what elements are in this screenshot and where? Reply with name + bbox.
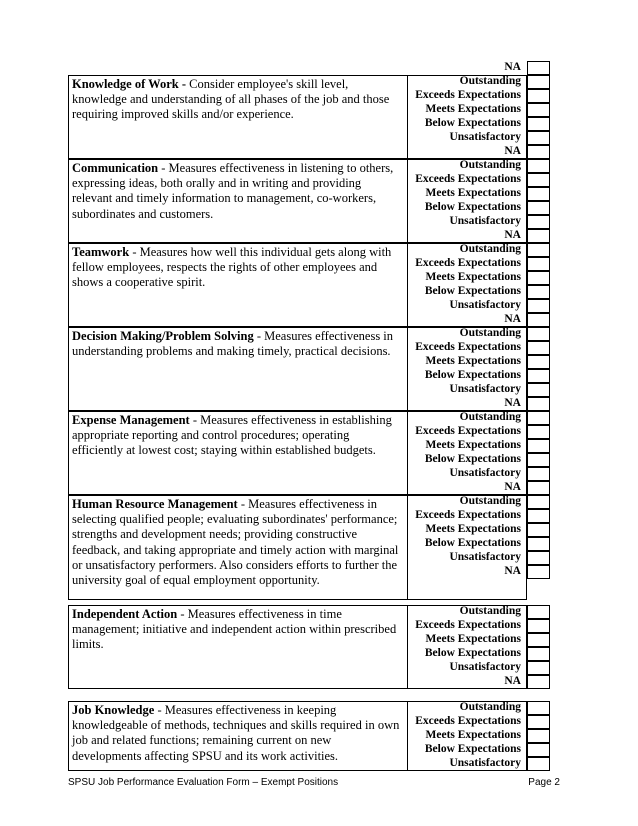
rating-checkbox[interactable] [527,341,550,355]
rating-checkbox[interactable] [527,425,550,439]
criterion-title: Decision Making/Problem Solving [72,329,254,343]
rating-checkbox[interactable] [527,633,550,647]
rating-checkbox[interactable] [527,271,550,285]
rating-label: Outstanding [459,243,521,255]
rating-label: Meets Expectations [425,633,521,645]
rating-checkbox[interactable] [527,159,550,173]
rating-checkbox[interactable] [527,215,550,229]
rating-checkbox[interactable] [527,619,550,633]
rating-checkbox[interactable] [527,495,550,509]
rating-checkbox[interactable] [527,757,550,771]
criterion-text: - Measures effectiveness in selecting qualified people; evaluating subordinates' performance; strengths and development needs; providing constructive feedback, and taking appropriate and timely action with marginal or unsatisfactory performers. Also considers efforts to further the university goal of equal employment opportunity. [72,497,399,588]
rating-label: Outstanding [459,701,521,713]
rating-label: NA [504,397,521,409]
rating-section [68,75,550,159]
rating-checkbox[interactable] [527,257,550,271]
rating-checkbox[interactable] [527,509,550,523]
criterion-title: Job Knowledge [72,703,155,717]
rating-checkbox[interactable] [527,565,550,579]
rating-checkbox[interactable] [527,439,550,453]
rating-section [68,411,550,495]
criterion-title: Independent Action [72,607,178,621]
rating-checkbox[interactable] [527,523,550,537]
rating-label: Outstanding [459,411,521,423]
rating-checkbox[interactable] [527,411,550,425]
rating-checkbox[interactable] [527,551,550,565]
rating-label: Outstanding [459,605,521,617]
rating-label: Exceeds Expectations [415,89,521,101]
footer-page-number: Page 2 [528,777,560,788]
rating-label: NA [504,675,521,687]
rating-checkbox[interactable] [527,285,550,299]
rating-checkbox[interactable] [527,383,550,397]
rating-checkbox[interactable] [527,715,550,729]
rating-checkbox[interactable] [527,729,550,743]
rating-checkbox[interactable] [527,117,550,131]
criterion-title: Expense Management [72,413,190,427]
rating-section [68,701,550,771]
rating-label: Exceeds Expectations [415,341,521,353]
rating-label: Below Expectations [424,117,521,129]
rating-checkbox[interactable] [527,369,550,383]
rating-checkbox[interactable] [527,201,550,215]
rating-checkbox[interactable] [527,675,550,689]
criterion-text: Consider employee's skill level, knowledge and understanding of all phases of the job and those requiring improved skills and/or experience. [72,77,390,122]
rating-checkbox[interactable] [527,701,550,715]
rating-checkbox[interactable] [527,103,550,117]
rating-checkbox[interactable] [527,397,550,411]
rating-label: Outstanding [459,75,521,87]
rating-label: Below Expectations [424,537,521,549]
rating-checkbox[interactable] [527,453,550,467]
rating-label: NA [504,145,521,157]
rating-checkbox[interactable] [527,173,550,187]
rating-label: Unsatisfactory [449,299,521,311]
rating-checkbox[interactable] [527,537,550,551]
rating-checkbox[interactable] [527,89,550,103]
rating-checkbox[interactable] [527,313,550,327]
rating-label: Meets Expectations [425,187,521,199]
rating-checkbox[interactable] [527,605,550,619]
rating-label: NA [504,229,521,241]
rating-label: Unsatisfactory [449,661,521,673]
top-na-checkbox[interactable] [527,61,550,75]
rating-label: Below Expectations [424,369,521,381]
criterion-title: Teamwork [72,245,130,259]
top-na-label: NA [504,61,521,73]
rating-label: Below Expectations [424,647,521,659]
criterion-text: - Measures effectiveness in establishing appropriate reporting and control procedures; operating efficiently at lowest cost; staying within established budgets. [72,413,392,458]
rating-label: Unsatisfactory [449,131,521,143]
rating-checkbox[interactable] [527,647,550,661]
rating-checkbox[interactable] [527,743,550,757]
rating-label: Exceeds Expectations [415,425,521,437]
rating-label: Unsatisfactory [449,551,521,563]
rating-label: Outstanding [459,159,521,171]
rating-label: NA [504,565,521,577]
criterion-text: - Measures effectiveness in time management; initiative and independent action within prescribed limits. [72,607,397,652]
criterion-text: - Measures effectiveness in keeping knowledgeable of methods, techniques and skills required in own job and related functions; remaining current on new developments affecting SPSU and its work activities. [72,703,400,763]
rating-label: Meets Expectations [425,355,521,367]
rating-checkbox[interactable] [527,131,550,145]
rating-label: Meets Expectations [425,523,521,535]
rating-checkbox[interactable] [527,355,550,369]
rating-section [68,495,550,600]
rating-label: Exceeds Expectations [415,619,521,631]
rating-label: Exceeds Expectations [415,715,521,727]
rating-label: Exceeds Expectations [415,509,521,521]
rating-label: Meets Expectations [425,439,521,451]
rating-checkbox[interactable] [527,467,550,481]
rating-label: Outstanding [459,327,521,339]
rating-label: Outstanding [459,495,521,507]
rating-label: NA [504,313,521,325]
rating-label: Below Expectations [424,201,521,213]
criterion-text: - Measures effectiveness in understanding problems and making timely, practical decisions. [72,329,394,359]
rating-label: Meets Expectations [425,729,521,741]
rating-label: Unsatisfactory [449,757,521,769]
rating-label: Below Expectations [424,453,521,465]
rating-section [68,605,550,689]
rating-label: Below Expectations [424,285,521,297]
rating-label: Unsatisfactory [449,383,521,395]
criterion-title: Knowledge of Work - [72,77,190,91]
rating-label: Below Expectations [424,743,521,755]
rating-label: Meets Expectations [425,271,521,283]
rating-checkbox[interactable] [527,299,550,313]
criterion-text: - Measures effectiveness in listening to others, expressing ideas, both orally and in writing and providing relevant and timely information to management, co-workers, subordinates and customers. [72,161,394,221]
rating-checkbox[interactable] [527,327,550,341]
rating-section [68,159,550,243]
rating-label: Meets Expectations [425,103,521,115]
rating-checkbox[interactable] [527,187,550,201]
criterion-text: - Measures how well this individual gets along with fellow employees, respects the rights of other employees and shows a cooperative spirit. [72,245,392,290]
rating-section [68,327,550,411]
rating-label: Unsatisfactory [449,467,521,479]
rating-checkbox[interactable] [527,75,550,89]
rating-label: Exceeds Expectations [415,257,521,269]
rating-checkbox[interactable] [527,145,550,159]
rating-checkbox[interactable] [527,243,550,257]
criterion-title: Communication [72,161,159,175]
rating-checkbox[interactable] [527,481,550,495]
rating-label: Exceeds Expectations [415,173,521,185]
criterion-title: Human Resource Management [72,497,238,511]
rating-checkbox[interactable] [527,229,550,243]
rating-section [68,243,550,327]
rating-label: NA [504,481,521,493]
rating-checkbox[interactable] [527,661,550,675]
footer-form-title: SPSU Job Performance Evaluation Form – Exempt Positions [68,777,339,788]
rating-label: Unsatisfactory [449,215,521,227]
